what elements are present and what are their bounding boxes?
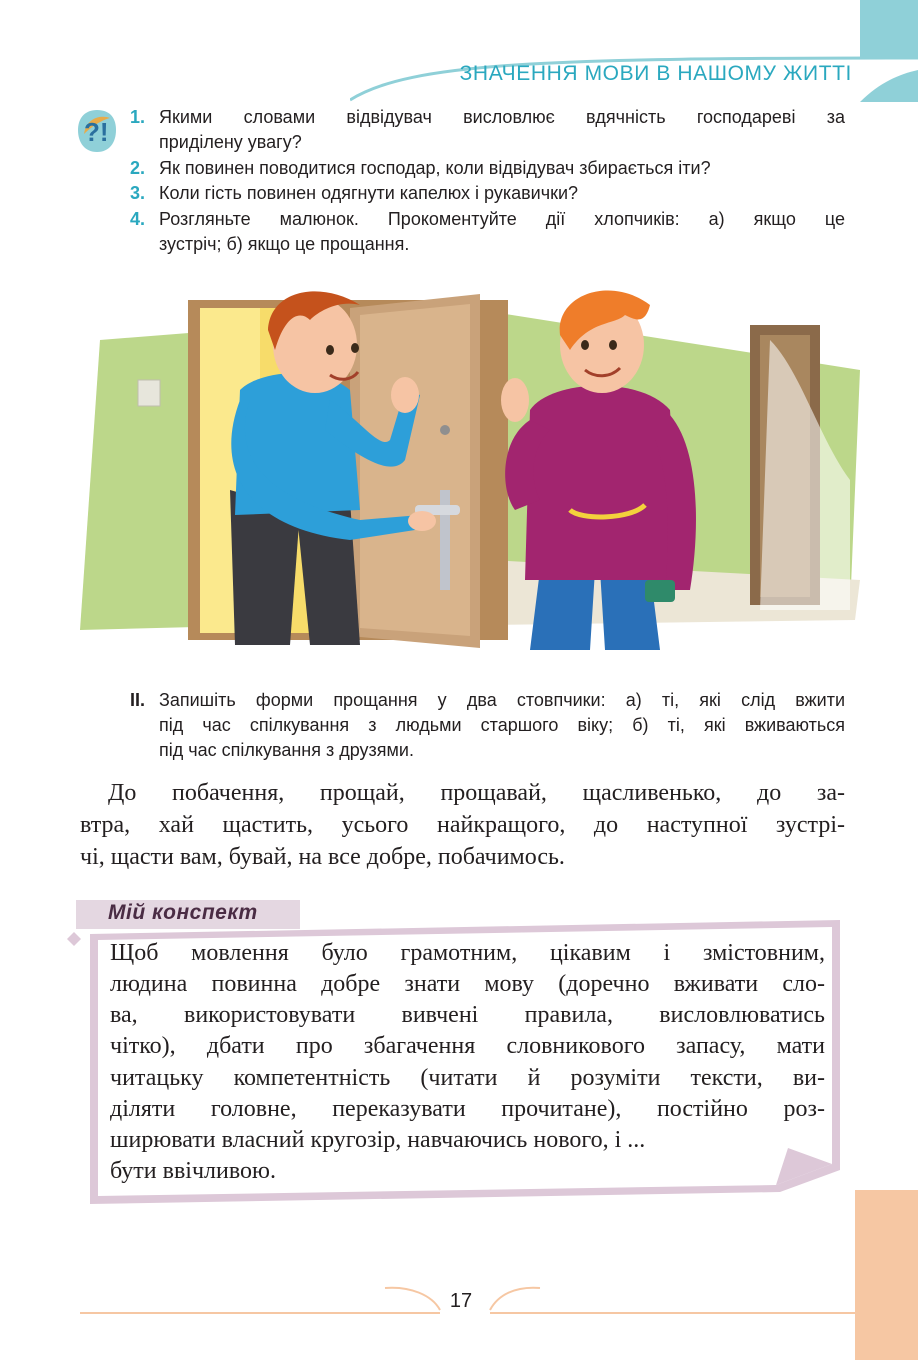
notes-line: ширювати власний кругозір, навчаючись нового, і ... [110, 1127, 646, 1153]
question-number: 3. [130, 183, 146, 203]
question-text-cont: зустріч; б) якщо це прощання. [159, 234, 410, 254]
notes-line: людина повинна добре знати мову (доречно вживати сло- [110, 971, 825, 997]
page-number: 17 [449, 1290, 473, 1312]
task-text-line: Запишіть форми прощання у два стовпчики: а) ті, які слід вжити [159, 690, 845, 710]
paragraph-line: До побачення, прощай, прощавай, щасливенько, до за- [108, 780, 845, 806]
question-number: 1. [130, 107, 146, 127]
corner-tab [860, 0, 918, 58]
notes-line: діляти головне, переказувати прочитане), постійно роз- [110, 1096, 825, 1122]
question-text: Розгляньте малюнок. Прокоментуйте дії хлопчиків: а) якщо це [159, 209, 845, 229]
question-1 [130, 105, 845, 155]
running-header-title: ЗНАЧЕННЯ МОВИ В НАШОМУ ЖИТТІ [459, 62, 852, 85]
notes-line: чітко), дбати про збагачення словникового запасу, мати [110, 1033, 825, 1059]
question-text-cont: приділену увагу? [159, 132, 302, 152]
question-exclamation-icon [76, 108, 118, 154]
question-2 [130, 156, 845, 181]
boys-at-door-illustration [60, 280, 860, 660]
notes-label: Мій конспект [108, 901, 258, 924]
notes-line: Щоб мовлення було грамотним, цікавим і змістовним, [110, 940, 825, 966]
paragraph-line: втра, хай щастить, усього найкращого, до наступної зустрі- [80, 812, 845, 838]
question-text: Якими словами відвідувач висловлює вдячність господареві за [159, 107, 845, 127]
question-text: Як повинен поводитися господар, коли відвідувач збирається іти? [159, 158, 711, 178]
icon-glyph: ?! [84, 117, 109, 147]
question-number: 2. [130, 158, 146, 178]
footer-decoration [0, 1180, 918, 1360]
task-text-line: під час спілкування з людьми старшого віку; б) ті, які вживаються [159, 715, 845, 735]
question-4 [130, 207, 845, 257]
notes-line: бути ввічливою. [110, 1158, 276, 1184]
notes-line: читацьку компетентність (читати й розуміти тексти, ви- [110, 1065, 825, 1091]
paragraph-line: чі, щасти вам, бувай, на все добре, побачимось. [80, 844, 565, 870]
task-text-line: під час спілкування з друзями. [159, 740, 414, 760]
notes-line: ва, використовувати вивчені правила, висловлюватись [110, 1002, 825, 1028]
diamond-bullet-icon [67, 932, 81, 946]
question-3 [130, 181, 845, 206]
question-number: 4. [130, 209, 146, 229]
question-text: Коли гість повинен одягнути капелюх і рукавички? [159, 183, 579, 203]
task-number: II. [130, 690, 146, 710]
